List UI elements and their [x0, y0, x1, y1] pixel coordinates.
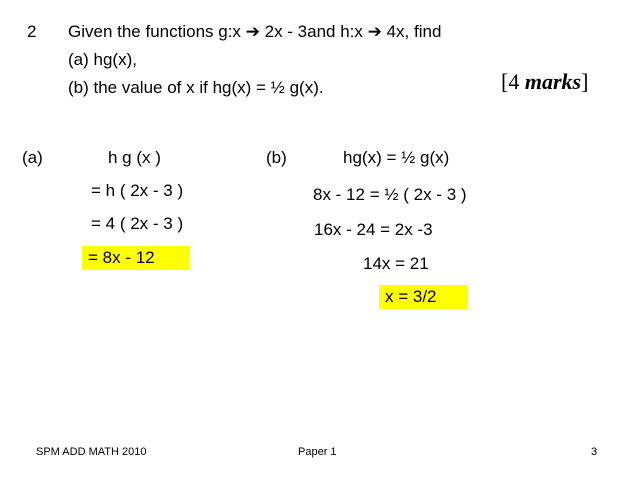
part-b-answer: x = 3/2	[379, 285, 468, 309]
part-a-heading: h g (x )	[108, 148, 161, 167]
question-line-2: (a) hg(x),	[68, 50, 137, 69]
part-a-step-1: = h ( 2x - 3 )	[91, 181, 184, 200]
part-a-answer: = 8x - 12	[82, 246, 189, 270]
part-a-label: (a)	[22, 148, 43, 167]
marks-close: ]	[581, 69, 589, 94]
footer-page-number: 3	[591, 446, 598, 458]
marks-word: marks	[524, 69, 582, 94]
footer-paper: Paper 1	[298, 446, 337, 458]
part-b-step-1: 8x - 12 = ½ ( 2x - 3 )	[313, 185, 467, 204]
question-number: 2	[27, 22, 37, 41]
part-b-label: (b)	[266, 148, 287, 167]
question-line-1: Given the functions g:x ➔ 2x - 3and h:x ➔ 4x, find	[68, 22, 442, 41]
part-b-heading: hg(x) = ½ g(x)	[343, 148, 450, 167]
part-b-step-3: 14x = 21	[363, 254, 429, 273]
question-line-3: (b) the value of x if hg(x) = ½ g(x).	[68, 78, 324, 97]
footer-course: SPM ADD MATH 2010	[36, 446, 147, 458]
marks-label	[501, 70, 588, 94]
part-b-step-2: 16x - 24 = 2x -3	[314, 220, 433, 239]
part-a-step-2: = 4 ( 2x - 3 )	[91, 214, 184, 233]
marks-open: [4	[501, 69, 525, 94]
